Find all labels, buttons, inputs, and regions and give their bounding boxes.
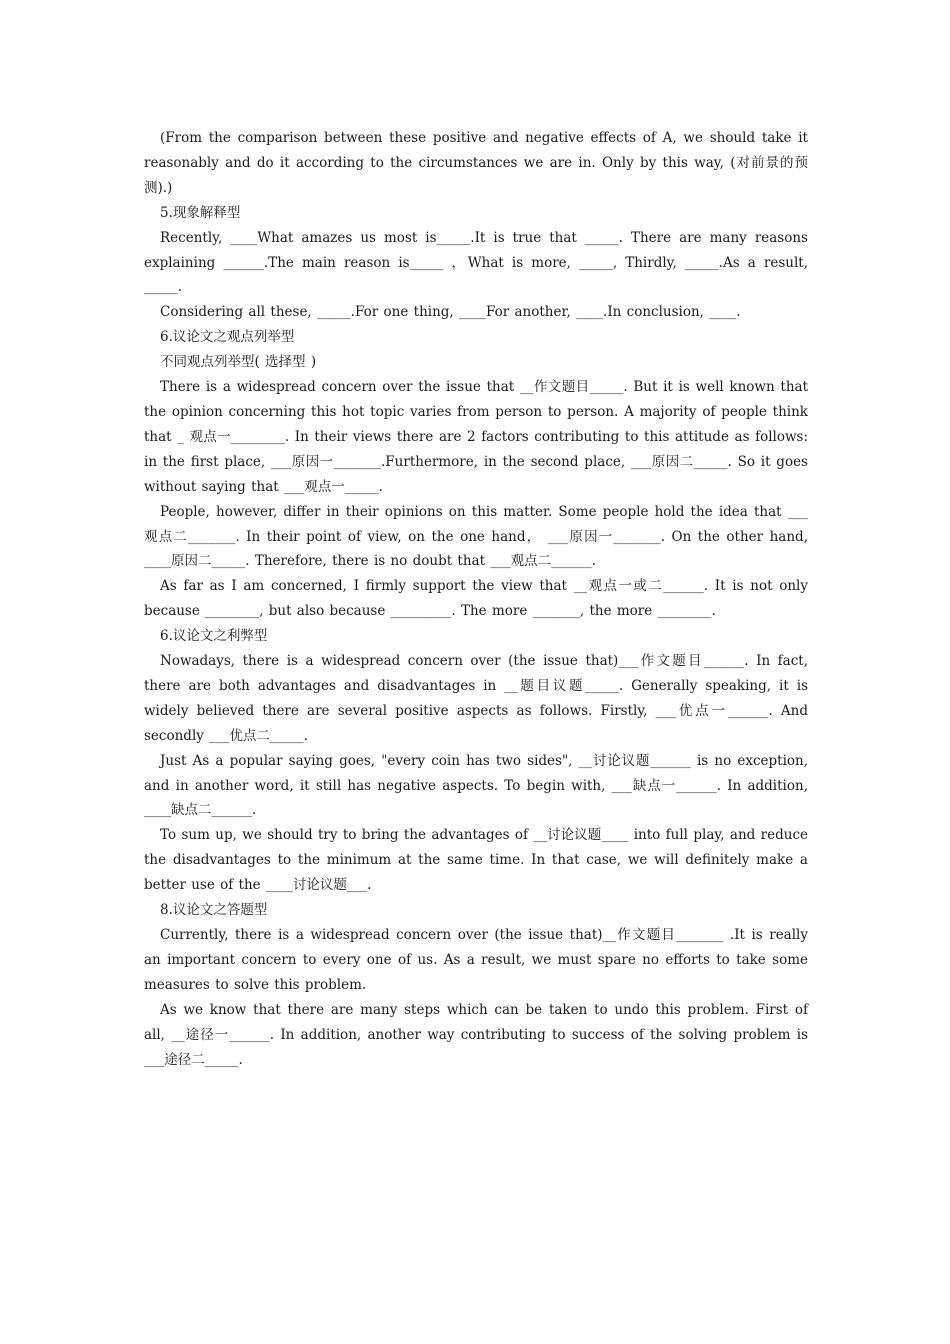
- paragraph: To sum up, we should try to bring the advantages of __讨论议题____ into full play, and reduce the disadvantages to the minimum at the same time. In that case, we will definitely make a better use of the ____讨论议题___.: [144, 827, 808, 894]
- section-heading: 6.议论文之观点列举型: [160, 329, 295, 346]
- paragraph: As far as I am concerned, I firmly support the view that __观点一或二______. It is not only because ________, but also because _________. The more _______, the more ________.: [144, 578, 808, 620]
- section-heading: 8.议论文之答题型: [160, 902, 268, 919]
- paragraph: Considering all these, _____.For one thing, ____For another, ____.In conclusion, ____.: [160, 304, 741, 321]
- paragraph: (From the comparison between these positive and negative effects of A, we should take it reasonably and do it according to the circumstances we are in. Only by this way, (对前景的预测).): [144, 130, 808, 196]
- section-heading: 5.现象解释型: [160, 204, 241, 221]
- paragraph: Just As a popular saying goes, "every coin has two sides", __讨论议题______ is no exception, and in another word, it still has negative aspects. To begin with, ___缺点一______. In addition, ____缺点二______.: [144, 752, 808, 819]
- paragraph: There is a widespread concern over the issue that __作文题目_____. But it is well known that the opinion concerning this hot topic varies from person to person. A majority of people think that _ 观点一________. In their views there are 2 factors contributing to this attitude as follows: in the first place, ___原因一_______.Furthermore, in the second place, ___原因二_____. So it goes without saying that ___观点一_____.: [144, 379, 808, 495]
- document-page: [144, 126, 808, 1072]
- paragraph: Currently, there is a widespread concern over (the issue that)__作文题目_______ .It is really an important concern to every one of us. As a result, we must spare no efforts to take some measures to solve this problem.: [144, 927, 808, 993]
- paragraph: People, however, differ in their opinions on this matter. Some people hold the idea that ___观点二_______. In their point of view, on the one hand， ___原因一_______. On the other hand, ____原因二_____. Therefore, there is no doubt that ___观点二______.: [144, 503, 808, 570]
- paragraph: As we know that there are many steps which can be taken to undo this problem. First of all, __途径一______. In addition, another way contributing to success of the solving problem is ___途径二_____.: [144, 1001, 808, 1068]
- paragraph: Recently, ____What amazes us most is_____.It is true that _____. There are many reasons explaining ______.The main reason is_____ ，What is more, _____, Thirdly, _____.As a result, _____.: [144, 229, 808, 296]
- section-heading: 6.议论文之利弊型: [160, 628, 268, 645]
- paragraph: Nowadays, there is a widespread concern over (the issue that)___作文题目______. In fact, there are both advantages and disadvantages in __题目议题_____. Generally speaking, it is widely believed there are several positive aspects as follows. Firstly, ___优点一______. And secondly ___优点二_____.: [144, 653, 808, 744]
- section-subheading: 不同观点列举型( 选择型 ): [160, 354, 317, 371]
